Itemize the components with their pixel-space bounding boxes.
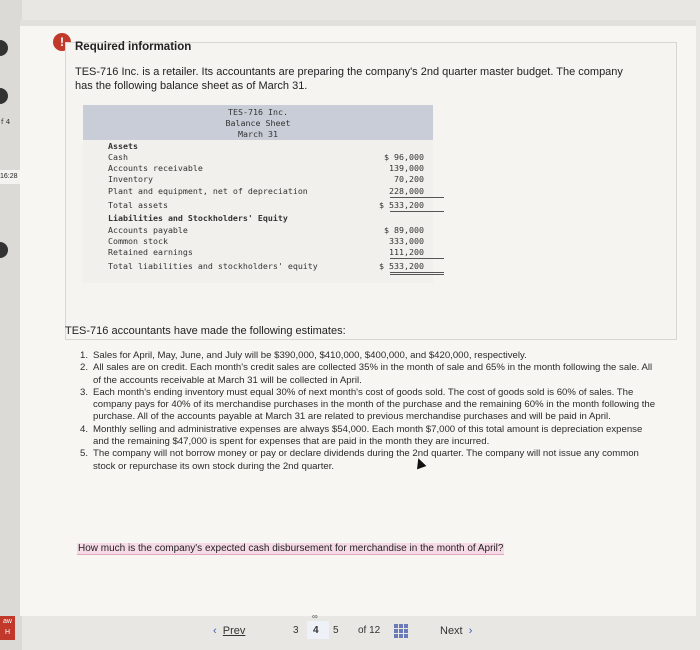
list-item xyxy=(60,362,660,387)
row-label: Common stock xyxy=(108,236,168,246)
row-label: Retained earnings xyxy=(108,247,193,257)
list-item xyxy=(60,448,660,473)
row-label: Accounts payable xyxy=(108,225,188,235)
list-item xyxy=(60,424,660,449)
sidebar-dot xyxy=(0,40,8,56)
subtotal-rule xyxy=(390,258,444,259)
left-sidebar xyxy=(0,0,22,650)
list-number: 1. xyxy=(80,350,89,361)
chevron-right-icon: › xyxy=(468,625,473,637)
top-bar xyxy=(20,20,696,26)
list-item xyxy=(60,387,660,424)
sidebar-dot xyxy=(0,88,8,104)
row-label: Plant and equipment, net of depreciation xyxy=(108,186,308,196)
row-label: Inventory xyxy=(108,174,153,184)
list-text: Monthly selling and administrative expenses are always $54,000. Each month $7,000 of this total amount is depreciation expense and the remaining $47,000 is spent for expenses that are paid in the month they are incurred. xyxy=(93,423,643,448)
statement-name: Balance Sheet xyxy=(225,118,291,128)
list-number: 4. xyxy=(80,423,89,435)
assets-header: Assets xyxy=(108,141,138,151)
list-text: All sales are on credit. Each month's credit sales are collected 35% in the month of sale and 65% in the month following the sale. All of the accounts receivable at March 31 will be collected in April. xyxy=(93,362,653,386)
list-text: The company will not borrow money or pay or declare dividends during the 2nd quarter. The company will not issue any common stock or repurchase its own stock during the 2nd quarter. xyxy=(93,448,639,472)
total-liabilities-value: $ 533,200 xyxy=(379,261,424,271)
balance-sheet-header xyxy=(83,105,433,140)
required-info-intro: TES-716 Inc. is a retailer. Its accountants are preparing the company's 2nd quarter master budget. The company has the following balance sheet as of March 31. xyxy=(75,66,623,92)
row-value: 111,200 xyxy=(389,247,424,257)
total-double-rule xyxy=(390,274,444,275)
estimates-list xyxy=(60,350,660,473)
content-panel xyxy=(20,20,696,616)
subtotal-rule xyxy=(390,197,444,198)
sidebar-timer: 16:28 xyxy=(0,170,22,184)
alert-icon: ! xyxy=(53,33,71,51)
chevron-left-icon: ‹ xyxy=(213,625,217,637)
row-value: 228,000 xyxy=(389,186,424,196)
list-text: Each month's ending inventory must equal 30% of next month's cost of goods sold. The cost of goods sold is 60% of sales. The company pays for 40% of its merchandise purchases in the month of the purchase and the remaining 60% in the month following the purchase. All of the accounts payable at March 31 are related to previous merchandise purchases and will be paid in April. xyxy=(93,386,656,423)
estimates-intro: TES-716 accountants have made the following estimates: xyxy=(65,325,346,337)
row-value: 333,000 xyxy=(389,236,424,246)
next-label: Next xyxy=(440,625,463,637)
liabilities-header: Liabilities and Stockholders' Equity xyxy=(108,213,288,223)
required-info-title: Required information xyxy=(75,41,192,53)
page-4-button[interactable]: 4 xyxy=(313,625,319,636)
company-name: TES-716 Inc. xyxy=(228,107,288,117)
next-button[interactable] xyxy=(440,625,472,637)
list-text: Sales for April, May, June, and July will be $390,000, $410,000, $400,000, and $420,000, respectively. xyxy=(93,350,527,361)
balance-sheet-table xyxy=(83,105,433,283)
list-number: 3. xyxy=(80,386,89,398)
total-liabilities-label: Total liabilities and stockholders' equity xyxy=(108,261,318,271)
row-label: Cash xyxy=(108,152,128,162)
row-value: 139,000 xyxy=(389,163,424,173)
list-number: 2. xyxy=(80,362,89,374)
prev-label: Prev xyxy=(222,625,246,637)
total-assets-label: Total assets xyxy=(108,200,168,210)
row-value: $ 96,000 xyxy=(384,152,424,162)
total-assets-value: $ 533,200 xyxy=(379,200,424,210)
sidebar-question-label: f 4 xyxy=(1,118,11,126)
prev-button[interactable] xyxy=(213,625,245,637)
list-number: 5. xyxy=(80,448,89,460)
link-icon: ∞ xyxy=(312,612,318,621)
grid-icon[interactable] xyxy=(394,624,408,638)
row-label: Accounts receivable xyxy=(108,163,203,173)
total-rule xyxy=(390,272,444,273)
page-5-button[interactable]: 5 xyxy=(333,625,339,636)
total-rule xyxy=(390,211,444,212)
row-value: $ 89,000 xyxy=(384,225,424,235)
statement-date: March 31 xyxy=(238,129,278,139)
row-value: 70,200 xyxy=(394,174,424,184)
sidebar-dot xyxy=(0,242,8,258)
page-3-button[interactable]: 3 xyxy=(293,625,299,636)
list-item xyxy=(60,350,660,362)
sidebar-aw-badge[interactable]: aw H xyxy=(0,616,15,640)
question-text: How much is the company's expected cash disbursement for merchandise in the month of April? xyxy=(78,543,504,554)
page-count: of 12 xyxy=(358,625,381,636)
